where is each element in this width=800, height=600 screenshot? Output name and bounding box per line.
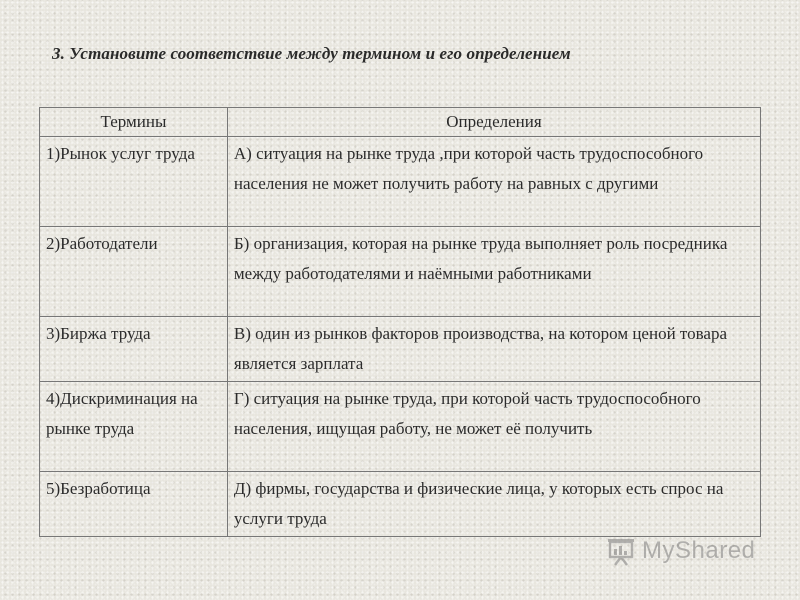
header-terms: Термины <box>40 108 228 137</box>
watermark-text: MyShared <box>642 537 756 564</box>
term-cell: 2)Работодатели <box>40 227 228 317</box>
matching-table <box>39 107 761 537</box>
definition-cell: Б) организация, которая на рынке труда выполняет роль посредника между работодателями и наёмными работниками <box>227 227 760 317</box>
definition-cell: Г) ситуация на рынке труда, при которой часть трудоспособного населения, ищущая работу, не может её получить <box>227 382 760 472</box>
definition-cell: А) ситуация на рынке труда ,при которой часть трудоспособного населения не может получить работу на равных с другими <box>227 137 760 227</box>
table-row <box>40 137 761 227</box>
definition-cell: В) один из рынков факторов производства, на котором ценой товара является зарплата <box>227 317 760 382</box>
table-row <box>40 472 761 537</box>
term-cell: 5)Безработица <box>40 472 228 537</box>
term-cell: 1)Рынок услуг труда <box>40 137 228 227</box>
term-cell: 4)Дискриминация на рынке труда <box>40 382 228 472</box>
table-row <box>40 227 761 317</box>
page-title: 3. Установите соответствие между термином и его определением <box>52 44 571 63</box>
presentation-board-icon <box>606 536 636 566</box>
watermark <box>606 536 755 566</box>
table-header-row <box>40 108 761 137</box>
table-row <box>40 382 761 472</box>
table-row <box>40 317 761 382</box>
term-cell: 3)Биржа труда <box>40 317 228 382</box>
definition-cell: Д) фирмы, государства и физические лица, у которых есть спрос на услуги труда <box>227 472 760 537</box>
header-definitions: Определения <box>227 108 760 137</box>
